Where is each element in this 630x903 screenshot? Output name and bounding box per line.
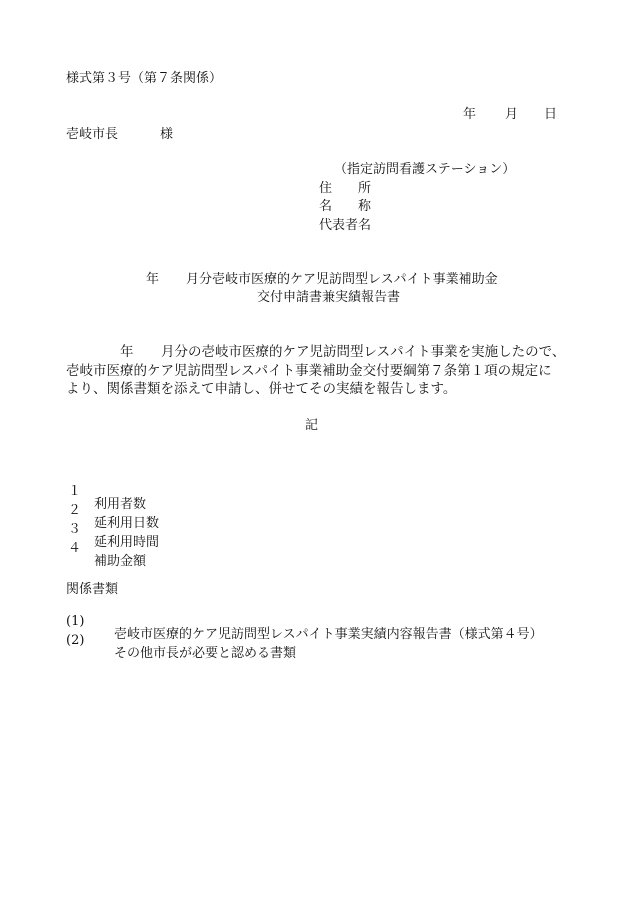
item-number: ２ [68,503,82,518]
title-line2: 交付申請書兼実績報告書 [257,290,401,305]
representative-label: 代表者名 [319,218,372,233]
body-line1: 月分の壱岐市医療的ケア児訪問型レスパイト事業を実施したので、 [161,344,566,360]
item-number: １ [68,484,82,499]
item-list [66,472,160,569]
name-label: 名 称 [319,199,372,214]
item-number: ４ [68,541,82,556]
title-year: 年 [146,272,160,287]
applicant-category: （指定訪問看護ステーション） [334,162,516,177]
body-line3: より、関係書類を添えて申請し、併せてその実績を報告します。 [66,381,457,397]
documents-heading: 関係書類 [66,582,119,597]
related-documents [66,582,543,661]
document-number: (1) [66,614,85,629]
date-month: 月 [505,107,519,122]
document-number: (2) [66,633,85,648]
addressee-honorific: 様 [160,127,174,142]
item-label: 補助金額 [94,554,147,569]
date-day: 日 [544,107,558,122]
document-item [66,602,543,642]
addressee-name: 壱岐市長 [66,127,119,142]
body-year: 年 [120,344,134,360]
address-label: 住 所 [319,181,372,196]
item-label: 利用者数 [94,497,147,512]
ki-heading: 記 [305,418,319,433]
item-label: 延利用日数 [94,516,160,531]
body-line2: 壱岐市医療的ケア児訪問型レスパイト事業補助金交付要綱第７条第１項の規定に [66,363,552,379]
item-label: 延利用時間 [94,535,160,550]
title-line1: 月分壱岐市医療的ケア児訪問型レスパイト事業補助金 [186,272,498,287]
document-label: その他市長が必要と認める書類 [114,646,297,661]
item-number: ３ [68,522,82,537]
form-number: 様式第３号（第７条関係） [66,71,223,86]
document-label: 壱岐市医療的ケア児訪問型レスパイト事業実績内容報告書（様式第４号） [114,627,543,642]
document-item [66,621,297,661]
list-item [66,472,147,512]
date-year: 年 [463,107,477,122]
